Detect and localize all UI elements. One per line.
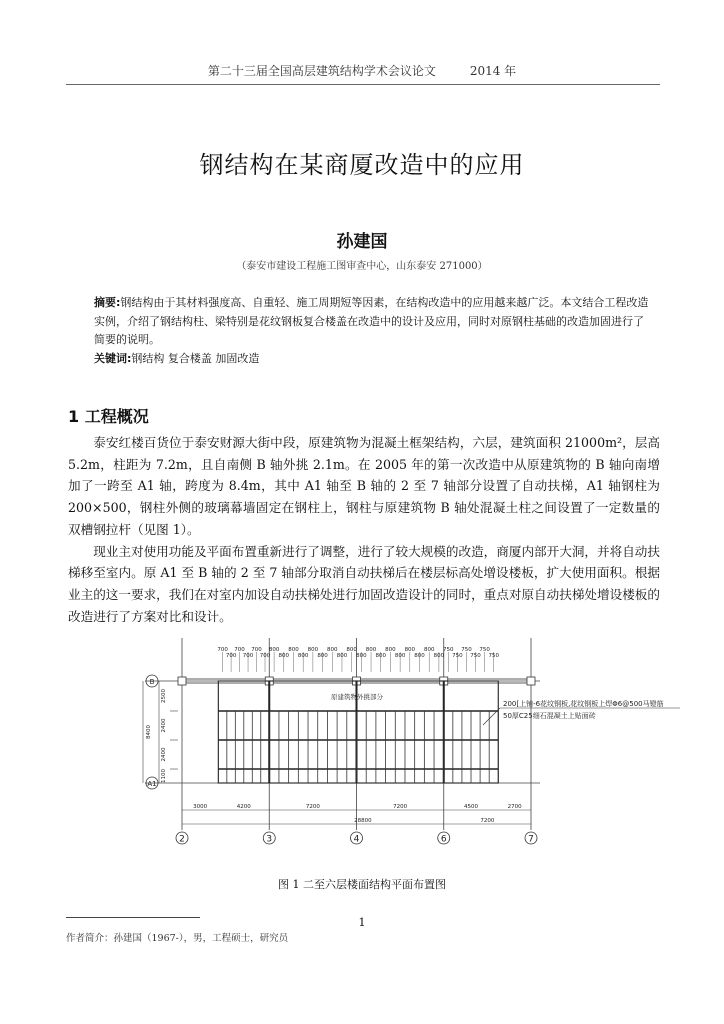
dim-label: 800 xyxy=(404,647,416,653)
dim-label: 3000 xyxy=(193,804,208,810)
dim-label: 28800 xyxy=(354,818,372,824)
paragraph: 泰安红楼百货位于泰安财源大街中段，原建筑物为混凝土框架结构，六层，建筑面积 21000m²，层高 5.2m，柱距为 7.2m，且自南侧 B 轴外挑 2.1m。在 2005 年的第一次改造中从原建筑物的 B 轴向南增加了一跨至 A1 轴，跨度为 8.4m，其中 A1 轴至 B 轴的 2 至 7 轴部分设置了自动扶梯，A1 轴钢柱为 200×500，钢柱外侧的玻璃幕墙固定在钢柱上，钢柱与原建筑物 B 轴处混凝土柱之间设置了一定数量的双槽钢拉杆（见图 1）。 xyxy=(68,435,660,537)
dim-label: 800 xyxy=(365,647,377,653)
floor-plan-figure xyxy=(0,630,724,870)
author-name: 孙建国 xyxy=(336,232,388,252)
dim-label: 2400 xyxy=(161,747,167,762)
column xyxy=(178,677,186,685)
abstract xyxy=(94,294,654,350)
dim-label: 7200 xyxy=(393,804,408,810)
note-line-2: 50厚C25细石混凝土上贴面砖 xyxy=(503,712,596,720)
dim-label: 800 xyxy=(385,647,396,653)
body-text xyxy=(68,432,660,627)
dim-label: 800 xyxy=(278,653,290,659)
dim-label: 750 xyxy=(470,653,481,659)
footnote: 作者简介：孙建国（1967-），男，工程硕士，研究员 xyxy=(66,933,289,944)
dim-label: 750 xyxy=(452,653,463,659)
dim-label: 2500 xyxy=(161,689,167,703)
figure-caption: 图 1 二至六层楼面结构平面布置图 xyxy=(278,878,446,891)
dim-label: 800 xyxy=(433,653,445,659)
keywords-label: 关键词: xyxy=(94,352,132,365)
dim-label: 800 xyxy=(346,647,357,653)
axis-label: B xyxy=(149,678,155,686)
axis-label: 7 xyxy=(528,834,534,845)
note-line-1: 200[上铺-6花纹钢板,花纹钢板上焊Φ6@500马镫筋 xyxy=(503,700,664,708)
keywords-text: 钢结构 复合楼盖 加固改造 xyxy=(131,352,260,365)
dim-label: 800 xyxy=(297,653,309,659)
dim-label: 700 xyxy=(217,647,228,653)
axis-label: A1 xyxy=(147,780,157,788)
dim-label: 2700 xyxy=(507,804,522,810)
dim-label: 4200 xyxy=(236,804,251,810)
dim-label: 800 xyxy=(307,647,319,653)
dim-label: 800 xyxy=(375,653,386,659)
axis-label: 3 xyxy=(266,834,273,845)
paper-title: 钢结构在某商厦改造中的应用 xyxy=(199,151,525,179)
dim-label: 800 xyxy=(356,653,367,659)
dim-label: 800 xyxy=(394,653,406,659)
dim-label: 7200 xyxy=(480,818,495,824)
conference-name: 第二十三届全国高层建筑结构学术会议论文 xyxy=(207,64,436,78)
axis-label: 2 xyxy=(179,834,185,845)
dim-label: 800 xyxy=(317,653,328,659)
dim-label: 800 xyxy=(423,647,435,653)
dim-label: 2400 xyxy=(161,718,167,733)
dim-label: 700 xyxy=(251,647,262,653)
dim-label: 1100 xyxy=(161,769,167,783)
page-number: 1 xyxy=(358,916,366,929)
dim-label: 750 xyxy=(479,647,490,653)
dim-label: 750 xyxy=(488,653,499,659)
axis-label: 4 xyxy=(353,834,360,845)
dim-label: 700 xyxy=(242,653,254,659)
paragraph: 现业主对使用功能及平面布置重新进行了调整，进行了较大规模的改造，商厦内部开大洞，并将自动扶梯移至室内。原 A1 至 B 轴的 2 至 7 轴部分取消自动扶梯后在楼层标高处增设楼板，扩大使用面积。根据业主的这一要求，我们在对室内加设自动扶梯处进行加固改造设计的同时，重点对原自动扶梯处增设楼板的改造进行了方案对比和设计。 xyxy=(68,543,660,624)
running-header xyxy=(0,62,724,79)
dim-label: 700 xyxy=(225,653,237,659)
axis-label: 6 xyxy=(440,834,447,845)
dim-label: 750 xyxy=(443,647,454,653)
header-rule xyxy=(66,84,660,85)
dim-label: 700 xyxy=(234,647,245,653)
dim-label: 800 xyxy=(414,653,425,659)
keywords xyxy=(94,350,259,366)
dim-label: 800 xyxy=(268,647,280,653)
dim-label: 4500 xyxy=(464,804,479,810)
dim-label: 8400 xyxy=(146,725,152,739)
dim-label: 750 xyxy=(461,647,472,653)
abstract-text: 钢结构由于其材料强度高、自重轻、施工周期短等因素，在结构改造中的应用越来越广泛。本文结合工程改造实例，介绍了钢结构柱、梁特别是花纹钢板复合楼盖在改造中的设计及应用，同时对原钢柱基础的改造加固进行了简要的说明。 xyxy=(94,296,649,346)
region-label: 原建筑物外挑部分 xyxy=(331,693,383,701)
dim-label: 800 xyxy=(336,653,348,659)
section-heading: 1 工程概况 xyxy=(68,407,149,426)
dim-label: 700 xyxy=(259,653,271,659)
dim-label: 7200 xyxy=(305,804,320,810)
dim-label: 800 xyxy=(288,647,299,653)
abstract-label: 摘要: xyxy=(94,296,121,309)
column xyxy=(527,677,535,685)
conference-year: 2014 年 xyxy=(469,64,517,78)
affiliation: （泰安市建设工程施工图审查中心，山东泰安 271000） xyxy=(236,261,488,272)
dim-label: 800 xyxy=(327,647,338,653)
